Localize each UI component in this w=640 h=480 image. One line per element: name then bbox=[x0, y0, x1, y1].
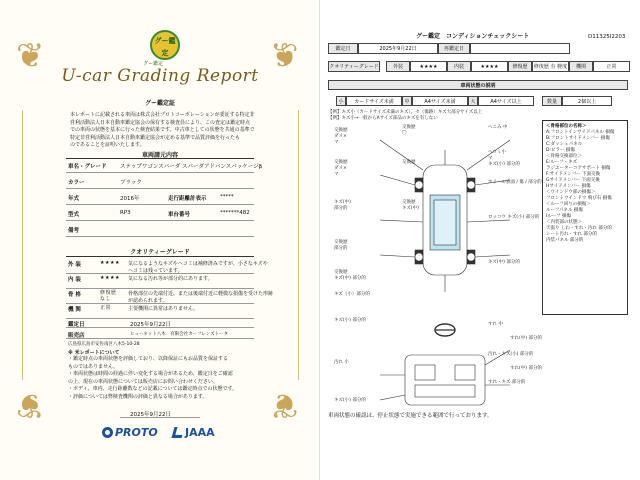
scale-label: 数量 bbox=[542, 96, 562, 106]
notes-list bbox=[68, 356, 237, 401]
border-left-line bbox=[22, 110, 23, 380]
damage-label: 交換歴 キズ(中) 部分的 bbox=[334, 270, 366, 281]
quality-section-title: クオリティーグレード bbox=[130, 249, 190, 256]
footer-note: 車両状態の確認は、停止状態で実施できる範囲で行っております。 bbox=[328, 413, 493, 419]
legend-item: ＜内装部の状態＞ bbox=[546, 220, 582, 225]
legend-list bbox=[546, 130, 614, 244]
hub-rl bbox=[415, 253, 423, 261]
vehicle-row-value: ***** bbox=[220, 194, 234, 200]
quality-row-label: 機 関 bbox=[68, 307, 81, 313]
legend-item: ルーフパネル 損傷 bbox=[546, 208, 583, 213]
divider bbox=[66, 318, 254, 319]
flourish-top-right: ❦ bbox=[270, 36, 299, 76]
border-right-line bbox=[298, 110, 299, 380]
notes-title: ※ 米レポートについて bbox=[68, 350, 120, 356]
legend-item: Hサイドメンバー 損傷 bbox=[546, 184, 591, 189]
grade-value: ★★★★ bbox=[471, 61, 508, 72]
scale-value: カードサイズ未満 bbox=[346, 96, 402, 106]
sheet-title: グー鑑定 コンディションチェックシート bbox=[416, 33, 530, 40]
damage-label: 交換歴 〇 bbox=[402, 125, 416, 136]
vehicle-section-title: 車両請元内容 bbox=[141, 152, 178, 159]
vehicle-row-value: RP3 bbox=[120, 210, 131, 216]
vehicle-row-label: 走行距離計表示 bbox=[168, 196, 207, 202]
note-line: ものではありません。 bbox=[68, 363, 119, 370]
quality-grade-label: クオリティーグレード bbox=[328, 61, 380, 72]
intro-line: での車両の状態を基本に行った検査結果です。中古車としての状態を共通の基準で bbox=[70, 127, 255, 133]
legend-item: Iルーフ 損傷 bbox=[546, 214, 572, 219]
quality-row-grade: ★★★★ bbox=[100, 260, 120, 266]
seat-front-left bbox=[415, 365, 435, 380]
legend-item: E:ルーフ・キズ bbox=[546, 160, 578, 165]
hub-rr bbox=[467, 253, 475, 261]
badge-label: グー鑑定 bbox=[143, 61, 164, 67]
divider bbox=[66, 172, 254, 173]
vehicle-row-label: 備考 bbox=[68, 228, 80, 234]
example-line: 【例】キズ小（カードサイズ未満のキズ）、セ（傷跡）キズ大部分サイズ以上 bbox=[328, 110, 483, 115]
date-value: 2025年9月22日 bbox=[130, 322, 171, 328]
grade-label: 内装 bbox=[447, 61, 471, 72]
divider bbox=[66, 273, 254, 274]
scale-value: A4サイズ未満 bbox=[412, 96, 468, 106]
quality-row-text: 主要機関に異常はありません。 bbox=[128, 306, 199, 312]
divider bbox=[66, 158, 254, 159]
seat-rear bbox=[415, 385, 475, 397]
date-label: 鑑定日 bbox=[68, 322, 85, 328]
hub-fr bbox=[467, 181, 475, 189]
damage-label: ホイール表面 / 傷 / 部分的 bbox=[488, 180, 542, 185]
legend-item: 天張り しわ・すれ・汚れ 部分的 bbox=[546, 226, 612, 231]
vehicle-row-value: *******482 bbox=[220, 210, 250, 216]
quality-row-grade: 修復歴 なし bbox=[100, 290, 117, 302]
damage-label: ロッコウ キズ(小) 部分的 bbox=[488, 215, 540, 220]
vehicle-row-label: カラー bbox=[68, 180, 85, 186]
vehicle-row-value: ブラック bbox=[120, 180, 142, 186]
damage-label: 交換歴 ダメ× マ bbox=[334, 128, 348, 145]
proto-logo-icon bbox=[102, 427, 113, 438]
vehicle-row-label: 車台番号 bbox=[168, 212, 191, 218]
seat-front-right bbox=[455, 365, 475, 380]
legend-item: ＜骨格交換部位＞ bbox=[546, 154, 582, 159]
legend-item: ラジエーターコアサポート 損傷 bbox=[546, 166, 611, 171]
intro-line: 本レポートに記載される車両は株式会社プロトコーポレーションが委託する特定非 bbox=[70, 112, 255, 118]
intro-line: のであることを証明いたします。 bbox=[70, 142, 145, 148]
divider bbox=[66, 204, 254, 205]
date-label: 鑑定日 bbox=[328, 43, 358, 54]
grade-value: 正常 bbox=[593, 61, 630, 72]
quality-row-text: ヘコミは残っています。 bbox=[128, 268, 183, 274]
flourish-bottom-right: ❦ bbox=[270, 385, 299, 425]
car-roof-inner bbox=[434, 200, 456, 245]
damage-label: ヘコミ小 マ キズ(小) 部分的 bbox=[488, 150, 520, 167]
divider bbox=[66, 288, 254, 289]
note-line: の上、現在の車両状態については販売店にお問い合わせください。 bbox=[68, 378, 218, 385]
report-title: U-car Grading Report bbox=[61, 66, 259, 86]
quality-row-text: が認められます。 bbox=[128, 298, 168, 304]
note-line: ・評価については弊検査機関の評価と異なる場合があります。 bbox=[68, 393, 208, 400]
legend-item: C:ダッシュパネル bbox=[546, 142, 583, 147]
grade-value: ★★★★ bbox=[410, 61, 447, 72]
jaaa-logo-icon bbox=[172, 427, 185, 438]
divider bbox=[66, 220, 254, 221]
grade-label: 機関 bbox=[569, 61, 593, 72]
legend-title: ＜骨格部位の名称＞ bbox=[546, 124, 587, 129]
vehicle-row-label: 年式 bbox=[68, 196, 80, 202]
quality-row-grade: ★★★★ bbox=[100, 275, 120, 281]
grade-label: 修復歴 bbox=[508, 61, 532, 72]
legend-item: ＜ウインドウ部の損傷＞ bbox=[546, 190, 596, 195]
flourish-bottom-left: ❦ bbox=[16, 385, 45, 425]
intro-text bbox=[70, 112, 255, 150]
damage-label: 交換歴 bbox=[402, 160, 416, 165]
recheck-label: 再鑑定日 bbox=[438, 43, 470, 54]
legend-item: フロントウインドウ 飛び石 損傷 bbox=[546, 196, 612, 201]
divider bbox=[66, 236, 254, 237]
vehicle-row-label: 型式 bbox=[68, 212, 80, 218]
divider bbox=[66, 303, 254, 304]
state-title: 車両状態の説明 bbox=[328, 80, 628, 90]
damage-label: キズ(中) 部分的 bbox=[334, 200, 351, 211]
divider bbox=[66, 188, 254, 189]
goo-badge-icon: グー鑑定 bbox=[150, 30, 180, 60]
scale-value: A4サイズ以上 bbox=[478, 96, 534, 106]
note-line: ・車両状態は時間の経過に伴い変化する場合があるため、鑑定日をご確認 bbox=[68, 371, 233, 377]
grade-label: 外装 bbox=[386, 61, 410, 72]
quality-row-label: 外 装 bbox=[68, 262, 81, 268]
scale-value: 2個以上 bbox=[562, 96, 612, 106]
note-line: ・ボディ、車内、走行距離数などの記載については鑑定時点での状態です。 bbox=[68, 386, 238, 392]
scale-label: 小 bbox=[336, 96, 346, 106]
damage-label: 交換歴 ダメ× マ bbox=[334, 160, 348, 177]
quality-row-text: 骨格部位の先端付近、または後端付近に軽微な損傷を受けた形跡 bbox=[128, 291, 274, 297]
legend-item: B:フロントサイドメンバー 損傷 bbox=[546, 136, 610, 141]
quality-row-label: 内 装 bbox=[68, 277, 81, 283]
damage-label: 交換歴 キズ(中) bbox=[402, 200, 419, 211]
damage-label: 交換歴 部分的 bbox=[334, 240, 348, 251]
divider bbox=[66, 338, 254, 339]
legend-item: D:ピラー 損傷 bbox=[546, 148, 575, 153]
damage-label: 汚れ・キズ(小) 部分的 bbox=[488, 352, 534, 357]
divider bbox=[66, 327, 254, 328]
condition-check-sheet bbox=[320, 0, 640, 480]
legend-item: Gサイドメンバー 下面交換 bbox=[546, 178, 600, 183]
legend-item: F:サイドメンバー 下面交換 bbox=[546, 172, 601, 177]
damage-label: すれ・キズ 部分的 bbox=[488, 380, 526, 385]
damage-label: すれ 中 bbox=[488, 322, 503, 327]
quality-row-text: 気になるようなキズやヘコミは補修済みですが、小さなキズや bbox=[128, 261, 268, 267]
vehicle-row-value: 2016年 bbox=[120, 196, 140, 202]
quality-row-grade: 正常 bbox=[100, 305, 112, 311]
divider bbox=[66, 256, 254, 257]
shop-label: 販売店 bbox=[68, 333, 85, 339]
damage-label: キズ(小) 部分的 bbox=[334, 398, 366, 403]
damage-label: すれ(中) 部分的 bbox=[510, 336, 542, 341]
damage-label: へこみ 中 bbox=[488, 125, 508, 130]
proto-logo: PROTO bbox=[115, 426, 158, 439]
certificate-title: グー鑑定証 bbox=[144, 100, 175, 107]
damage-label: 汚れ 小 bbox=[334, 360, 349, 365]
vehicle-row-value: ステップワゴンスパーダ スパーダアドバンスパッケージβ bbox=[120, 164, 263, 170]
jaaa-logo: JAAA bbox=[185, 426, 215, 439]
damage-label: すれ(中) 部分的 bbox=[510, 366, 542, 371]
damage-label: キズ(小) 部分的 bbox=[334, 318, 366, 323]
example-line: 【例】キズ小→一般からAサイズ部品のキズを有しない bbox=[328, 116, 438, 121]
shop-value: ヒューネット八木 有限会社カーフレンズトータ bbox=[130, 332, 229, 337]
damage-label: キズ(中) 部分的 bbox=[488, 260, 520, 265]
quality-row-label: 骨 格 bbox=[68, 292, 81, 298]
flourish-top-left: ❦ bbox=[16, 36, 45, 76]
legend-item: ＜ルーフ回りの損傷＞ bbox=[546, 202, 591, 207]
date-value: 2025年9月22日 bbox=[358, 43, 438, 54]
hub-fl bbox=[415, 181, 423, 189]
shop-address: 広島県広島市安佐南区八木5-10-28 bbox=[68, 342, 140, 347]
grade-value: 修復歴 有 軽度 bbox=[532, 61, 569, 72]
intro-line: 営利活動法人日本自動車鑑定協会の保有する検査員により、この査定は鑑定時点 bbox=[70, 119, 251, 126]
quality-row-text: 気になる汚れ等が部分的にあります。 bbox=[128, 276, 213, 282]
scale-label: 中 bbox=[402, 96, 412, 106]
vehicle-row-label: 車名・グレード bbox=[68, 164, 107, 170]
legend-item: シート汚れ・すれ 部分的 bbox=[546, 232, 597, 237]
note-line: ・鑑定時点の車両状態を評価しており、以降保証にもお品質を保証する bbox=[68, 356, 229, 362]
footer-date: 2025年9月22日 bbox=[130, 412, 171, 418]
intro-line: 特定非営利活動法人日本自動車鑑定協会が定める基準で品質評価を行ったも bbox=[70, 134, 241, 141]
legend-item: A:フロントインサイドパネル 損傷 bbox=[546, 130, 615, 135]
document-id: D11325I2203 bbox=[588, 34, 626, 40]
legend-item: 内装パネル 部分的 bbox=[546, 238, 584, 243]
damage-label: キズ（小）部分的 bbox=[334, 292, 370, 297]
divider bbox=[120, 417, 200, 418]
scale-label: 大 bbox=[468, 96, 478, 106]
